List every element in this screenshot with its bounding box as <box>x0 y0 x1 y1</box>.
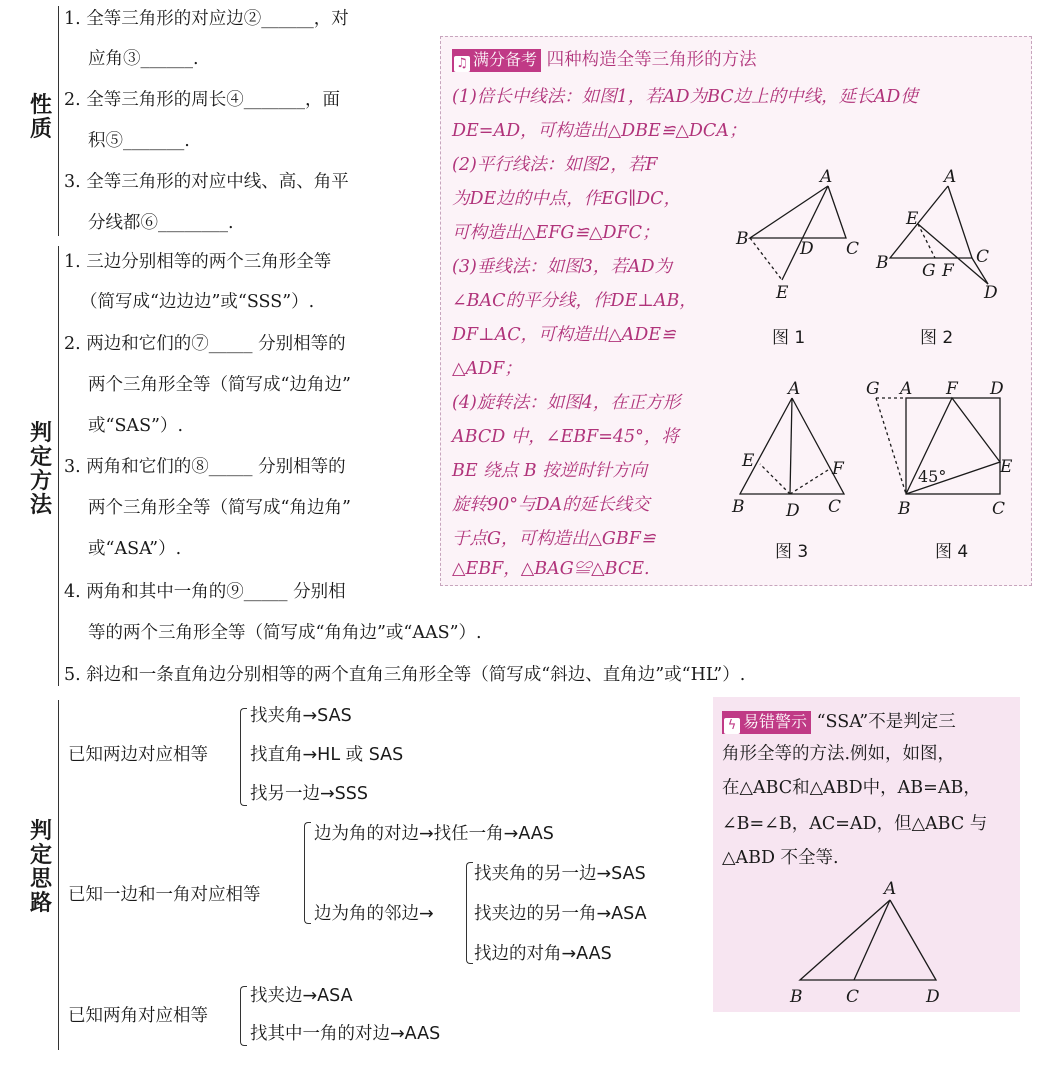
svg-text:B: B <box>790 987 803 1007</box>
svg-text:E: E <box>906 209 919 229</box>
figures-svg <box>720 160 1030 580</box>
method-line-7: 两个三角形全等（简写成“角边角” <box>88 498 351 518</box>
svg-text:A: A <box>900 379 913 399</box>
tip-title: 四种构造全等三角形的方法 <box>546 50 757 70</box>
section-label-properties: 性质 <box>29 93 52 142</box>
tip-line-13: 旋转90°与DA的延长线交 <box>452 495 650 515</box>
group3-item-2: 找其中一角的对边→AAS <box>250 1024 441 1044</box>
group2-bracket <box>304 822 311 924</box>
svg-text:D: D <box>926 987 940 1007</box>
method-line-3: 2. 两边和它们的⑦_____ 分别相等的 <box>64 334 346 354</box>
svg-text:D: D <box>984 283 998 303</box>
tip-header <box>452 48 757 72</box>
svg-text:B: B <box>876 253 889 273</box>
group1-item-2: 找直角→HL 或 SAS <box>250 745 404 765</box>
thinking-divider <box>58 700 59 1050</box>
tip-line-10: (4)旋转法：如图4，在正方形 <box>452 393 681 413</box>
group1-bracket <box>240 708 247 806</box>
tip-line-9: △ADF； <box>452 359 522 379</box>
figure4-caption: 图 4 <box>935 542 969 562</box>
tip-line-7: ∠BAC的平分线，作DE⊥AB， <box>452 291 697 311</box>
group3-item-1: 找夹边→ASA <box>250 986 353 1006</box>
svg-text:C: C <box>846 987 860 1007</box>
svg-text:C: C <box>828 497 842 517</box>
group1-item-3: 找另一边→SSS <box>250 784 368 804</box>
section-label-thinking: 判定思路 <box>29 819 52 916</box>
group2-sub-1: 找夹角的另一边→SAS <box>474 864 646 884</box>
svg-text:G: G <box>866 379 880 399</box>
svg-text:E: E <box>742 451 755 471</box>
group2-sub-3: 找边的对角→AAS <box>474 944 612 964</box>
property-line-4: 积⑤_______. <box>88 131 190 151</box>
group2-item-1: 边为角的对边→找任一角→AAS <box>314 824 554 844</box>
method-line-9: 4. 两角和其中一角的⑨_____ 分别相 <box>64 582 346 602</box>
svg-text:A: A <box>944 167 957 187</box>
properties-divider <box>58 6 59 236</box>
bell-icon: ♫ <box>454 56 470 72</box>
figure2-dashed-eg <box>918 224 935 258</box>
svg-text:G: G <box>922 261 936 281</box>
svg-text:B: B <box>736 229 749 249</box>
tip-line-5: 可构造出△EFG≌△DFC； <box>452 223 660 243</box>
property-line-6: 分线都⑥________. <box>88 213 234 233</box>
svg-text:C: C <box>992 499 1006 519</box>
method-line-2: （简写成“边边边”或“SSS”）. <box>80 292 315 312</box>
warning-tag: ϟ 易错警示 <box>722 711 811 734</box>
figure1-caption: 图 1 <box>772 328 806 348</box>
warning-line-2: 角形全等的方法.例如，如图， <box>722 744 956 764</box>
warning-line-1: ϟ 易错警示 “SSA”不是判定三 <box>722 710 956 734</box>
methods-divider <box>58 246 59 686</box>
section-label-methods: 判定方法 <box>29 421 52 518</box>
warning-figure <box>780 872 960 1008</box>
warning-line-5: △ABD 不全等. <box>722 848 839 868</box>
method-line-4: 两个三角形全等（简写成“边角边” <box>88 375 351 395</box>
tip-tag: ♫ 满分备考 <box>452 49 541 72</box>
svg-text:D: D <box>800 239 814 259</box>
tip-line-4: 为DE边的中点，作EG∥DC， <box>452 189 682 209</box>
svg-text:F: F <box>832 459 844 479</box>
tip-line-14: 于点G，可构造出△GBF≌ <box>452 529 656 549</box>
tip-line-6: (3)垂线法：如图3，若AD为 <box>452 257 673 277</box>
svg-text:B: B <box>732 497 745 517</box>
figure1-dashed-be <box>750 238 782 280</box>
figure3-caption: 图 3 <box>775 542 809 562</box>
svg-text:A: A <box>788 379 801 399</box>
lightning-icon: ϟ <box>724 718 740 734</box>
method-line-5: 或“SAS”）. <box>88 416 184 436</box>
property-line-1: 1. 全等三角形的对应边②______，对 <box>64 9 349 29</box>
svg-text:E: E <box>776 283 789 303</box>
figure1-triangle <box>750 186 846 238</box>
svg-text:D: D <box>990 379 1004 399</box>
tip-line-15: △EBF，△BAG≌△BCE. <box>452 559 650 579</box>
group3-label: 已知两角对应相等 <box>68 1006 208 1026</box>
group1-label: 已知两边对应相等 <box>68 745 208 765</box>
svg-text:F: F <box>946 379 958 399</box>
figure2-triangle <box>890 186 972 258</box>
svg-text:C: C <box>976 247 990 267</box>
group2-sub-bracket <box>466 862 473 964</box>
figure1-median <box>782 186 828 280</box>
group3-bracket <box>240 986 247 1046</box>
tip-line-2: DE=AD，可构造出△DBE≌△DCA； <box>452 121 747 141</box>
tip-line-3: (2)平行线法：如图2，若F <box>452 155 658 175</box>
method-line-8: 或“ASA”）. <box>88 539 182 559</box>
method-line-10: 等的两个三角形全等（简写成“角角边”或“AAS”）. <box>88 623 482 643</box>
group2-item-2: 边为角的邻边→ <box>314 904 434 924</box>
figure2-caption: 图 2 <box>920 328 954 348</box>
figure4-dashed-gb <box>876 398 906 494</box>
warning-line-3: 在△ABC和△ABD中，AB=AB， <box>722 778 981 798</box>
group2-sub-2: 找夹边的另一角→ASA <box>474 904 647 924</box>
property-line-5: 3. 全等三角形的对应中线、高、角平 <box>64 172 349 192</box>
svg-text:A: A <box>820 167 833 187</box>
svg-text:E: E <box>1000 457 1013 477</box>
svg-text:A: A <box>884 879 897 899</box>
svg-text:B: B <box>898 499 911 519</box>
figure3-bisector <box>790 398 792 494</box>
property-line-2: 应角③______. <box>88 49 199 69</box>
method-line-11: 5. 斜边和一条直角边分别相等的两个直角三角形全等（简写成“斜边、直角边”或“HL”）. <box>64 665 746 685</box>
property-line-3: 2. 全等三角形的周长④_______，面 <box>64 90 341 110</box>
svg-text:45°: 45° <box>918 467 947 486</box>
group1-item-1: 找夹角→SAS <box>250 706 352 726</box>
figure3-dashed-df <box>790 470 828 494</box>
group2-label: 已知一边和一角对应相等 <box>68 885 261 905</box>
tip-line-11: ABCD 中，∠EBF=45°，将 <box>452 427 679 447</box>
method-line-1: 1. 三边分别相等的两个三角形全等 <box>64 252 332 272</box>
svg-text:C: C <box>846 239 860 259</box>
tip-line-8: DF⊥AC，可构造出△ADE≌ <box>452 325 676 345</box>
svg-text:F: F <box>942 261 954 281</box>
warning-line-4: ∠B=∠B，AC=AD，但△ABC 与 <box>722 814 988 834</box>
svg-text:D: D <box>786 501 800 521</box>
tip-line-12: BE 绕点 B 按逆时针方向 <box>452 461 648 481</box>
figure3-dashed-de <box>760 464 790 494</box>
tip-line-1: (1)倍长中线法：如图1，若AD为BC边上的中线，延长AD使 <box>452 87 918 107</box>
method-line-6: 3. 两角和它们的⑧_____ 分别相等的 <box>64 457 346 477</box>
